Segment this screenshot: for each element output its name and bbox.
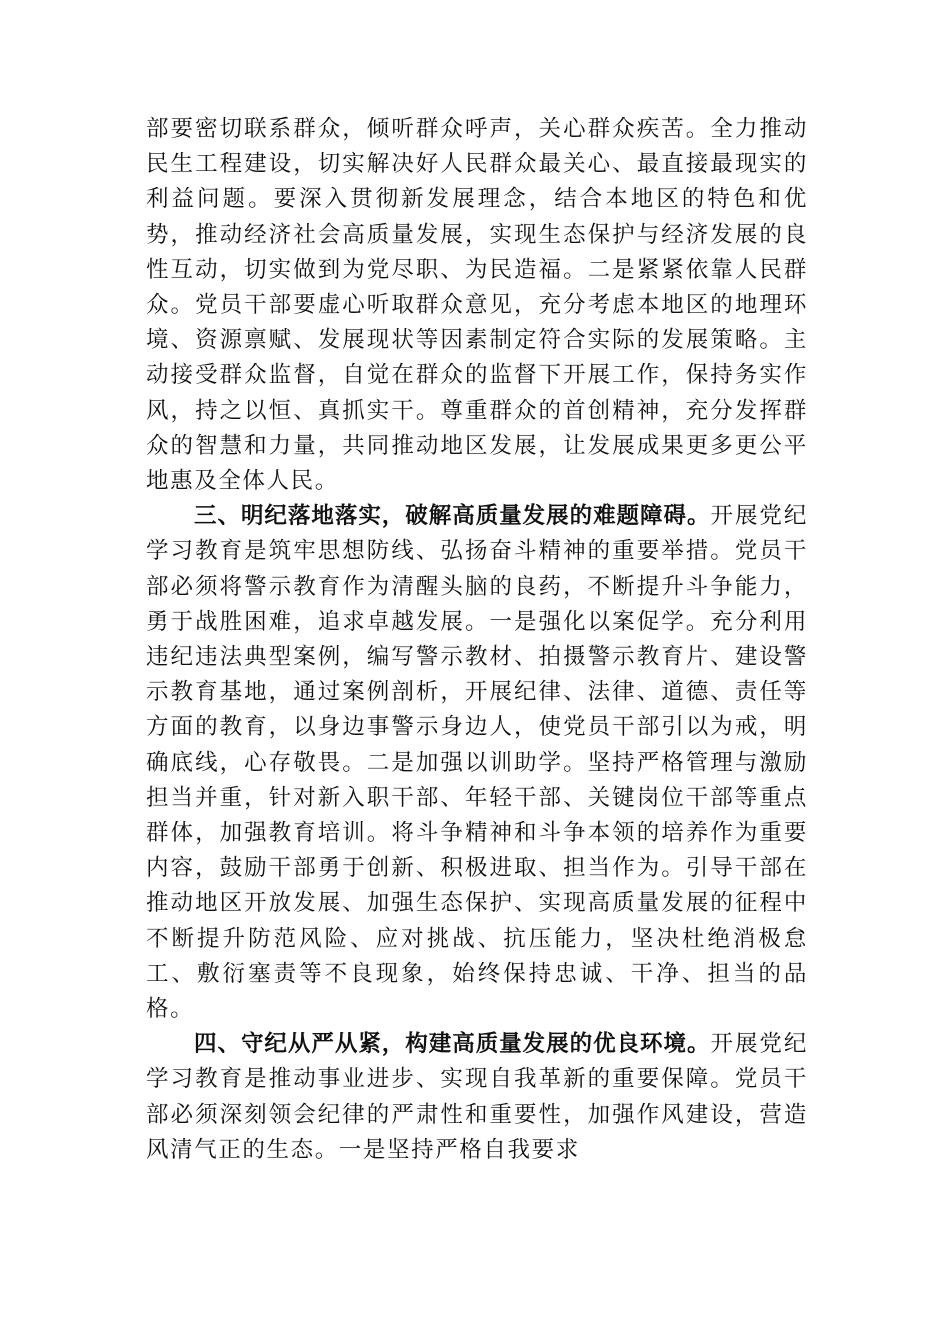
paragraph-section-four — [146, 1027, 808, 1168]
paragraph-body: 开展党纪学习教育是筑牢思想防线、弘扬奋斗精神的重要举措。党员干部必须将警示教育作为清醒头脑的良药，不断提升斗争能力，勇于战胜困难，追求卓越发展。一是强化以案促学。充分利用违纪违法典型案例，编写警示教材、拍摄警示教育片、建设警示教育基地，通过案例剖析，开展纪律、法律、道德、责任等方面的教育，以身边事警示身边人，使党员干部引以为戒，明确底线，心存敬畏。二是加强以训助学。坚持严格管理与激励担当并重，针对新入职干部、年轻干部、关键岗位干部等重点群体，加强教育培训。将斗争精神和斗争本领的培养作为重要内容，鼓励干部勇于创新、积极进取、担当作为。引导干部在推动地区开放发展、加强生态保护、实现高质量发展的征程中不断提升防范风险、应对挑战、抗压能力，坚决杜绝消极怠工、敷衍塞责等不良现象，始终保持忠诚、干净、担当的品格。 — [146, 503, 808, 1023]
section-heading: 四、守纪从严从紧，构建高质量发展的优良环境。 — [194, 1031, 711, 1058]
paragraph-body: 开展党纪学习教育是推动事业进步、实现自我革新的重要保障。党员干部必须深刻领会纪律的严肃性和重要性，加强作风建设，营造风清气正的生态。一是坚持严格自我要求 — [146, 1031, 808, 1163]
paragraph-continuation — [146, 112, 808, 499]
paragraph-body: 部要密切联系群众，倾听群众呼声，关心群众疾苦。全力推动民生工程建设，切实解决好人民群众最关心、最直接最现实的利益问题。要深入贯彻新发展理念，结合本地区的特色和优势，推动经济社会高质量发展，实现生态保护与经济发展的良性互动，切实做到为党尽职、为民造福。二是紧紧依靠人民群众。党员干部要虚心听取群众意见，充分考虑本地区的地理环境、资源禀赋、发展现状等因素制定符合实际的发展策略。主动接受群众监督，自觉在群众的监督下开展工作，保持务实作风，持之以恒、真抓实干。尊重群众的首创精神，充分发挥群众的智慧和力量，共同推动地区发展，让发展成果更多更公平地惠及全体人民。 — [146, 116, 808, 495]
section-heading: 三、明纪落地落实，破解高质量发展的难题障碍。 — [194, 503, 711, 530]
document-page — [146, 112, 808, 1168]
paragraph-section-three — [146, 499, 808, 1027]
